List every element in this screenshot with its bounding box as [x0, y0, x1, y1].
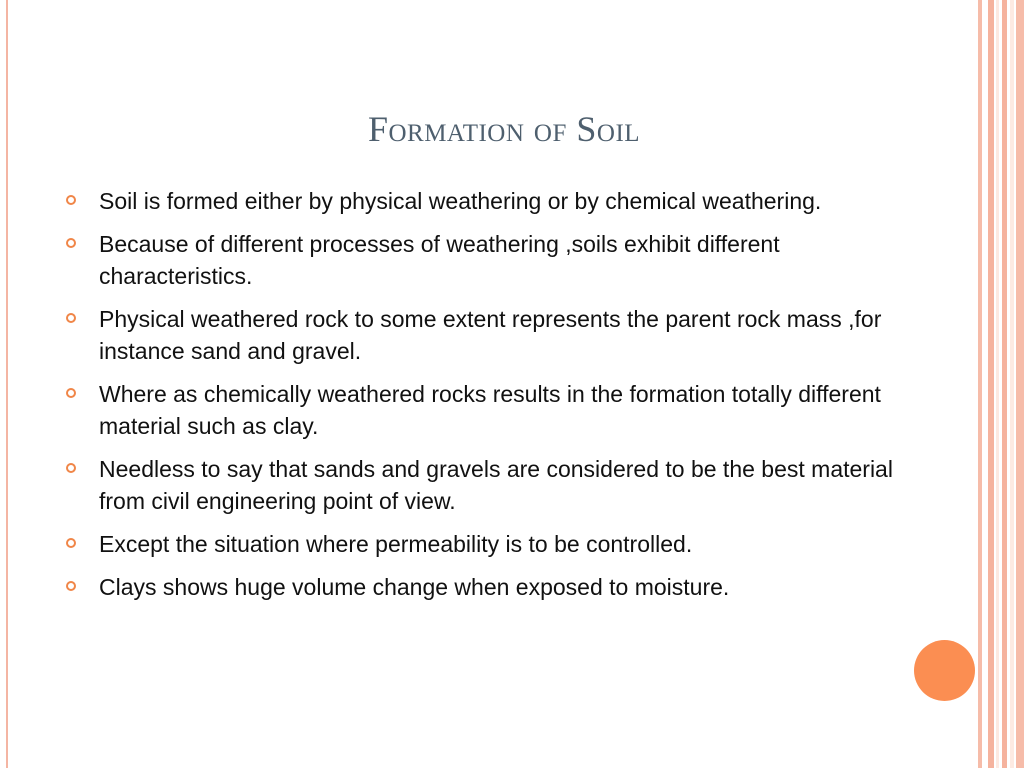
- decorative-circle: [914, 640, 975, 701]
- hollow-circle-icon: [66, 463, 76, 473]
- stripe-5: [1010, 0, 1014, 768]
- bullet-item: [62, 528, 902, 560]
- bullet-item: [62, 378, 902, 442]
- bullet-text: Soil is formed either by physical weathering or by chemical weathering.: [99, 188, 822, 214]
- stripe-6: [1016, 0, 1024, 768]
- hollow-circle-icon: [66, 238, 76, 248]
- bullet-text: Because of different processes of weathering ,soils exhibit different characteristics.: [99, 231, 780, 289]
- hollow-circle-icon: [66, 313, 76, 323]
- bullet-item: [62, 228, 902, 292]
- bullet-list: [62, 185, 902, 603]
- bullet-text: Where as chemically weathered rocks results in the formation totally different material such as clay.: [99, 381, 881, 439]
- bullet-text: Physical weathered rock to some extent represents the parent rock mass ,for instance sand and gravel.: [99, 306, 882, 364]
- hollow-circle-icon: [66, 388, 76, 398]
- slide-title: Formation of Soil: [367, 109, 641, 149]
- bullet-text: Except the situation where permeability is to be controlled.: [99, 531, 693, 557]
- bullet-text: Needless to say that sands and gravels are considered to be the best material from civil engineering point of view.: [99, 456, 893, 514]
- bullet-text: Clays shows huge volume change when exposed to moisture.: [99, 574, 730, 600]
- bullet-item: [62, 303, 902, 367]
- hollow-circle-icon: [66, 538, 76, 548]
- bullet-item: [62, 185, 902, 217]
- bullet-item: [62, 571, 902, 603]
- bullet-item: [62, 453, 902, 517]
- hollow-circle-icon: [66, 195, 76, 205]
- hollow-circle-icon: [66, 581, 76, 591]
